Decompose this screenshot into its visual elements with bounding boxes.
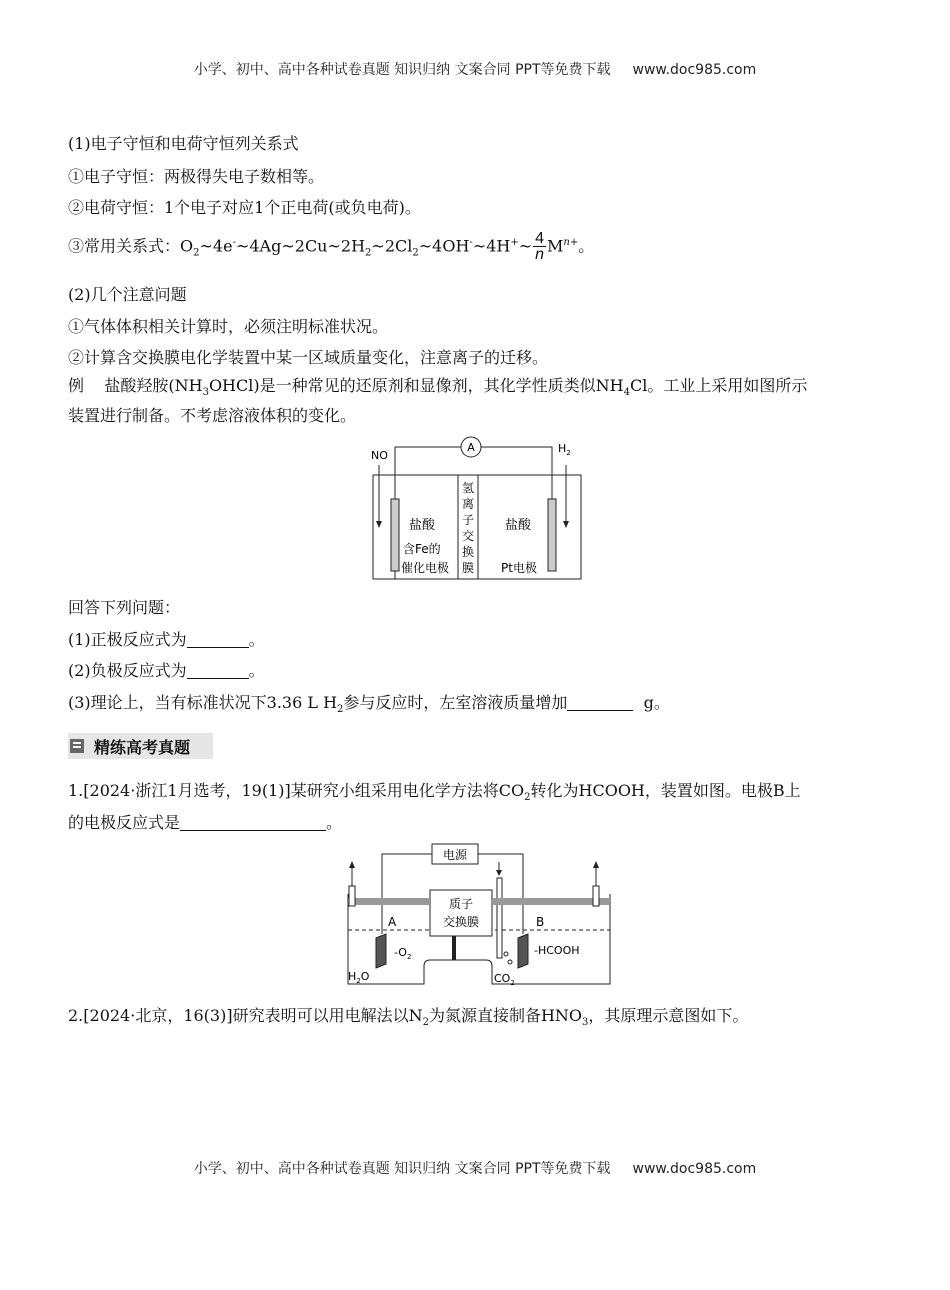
electrode-a-label: A: [388, 915, 397, 929]
left-electrode-label-1: 含Fe的: [403, 542, 441, 556]
co2-label: $CO_2$: [494, 972, 515, 987]
example-text: Cl。工业上采用如图所示: [629, 376, 808, 395]
electrode-b-label: B: [536, 915, 545, 929]
svg-text:氢: 氢: [461, 481, 475, 495]
co2-reduction-figure: [340, 838, 620, 990]
h2-inflow-arrow: [563, 521, 569, 528]
gas-outflow-arrow: [593, 861, 599, 868]
o2-label: $-O_2$: [394, 946, 412, 961]
page-header: [0, 59, 950, 79]
o2-outflow-arrow: [349, 861, 355, 868]
left-acid-label: 盐酸: [409, 518, 436, 533]
membrane-label: [462, 481, 474, 575]
text-line: (1)电子守恒和电荷守恒列关系式: [68, 134, 299, 153]
left-lid: [348, 898, 430, 905]
right-acid-label: 盐酸: [505, 518, 532, 533]
svg-text:膜: 膜: [461, 561, 475, 575]
formula-prefix: ③常用关系式：: [68, 236, 181, 256]
example-line: 例 盐酸羟胺$(NH_3OHCl)$是一种常见的还原剂和显像剂，其化学性质类似$NH_4Cl$。工业上采用如图所示: [68, 376, 808, 399]
footer-url[interactable]: www.doc985.com: [632, 1161, 757, 1177]
h2-label: $H_2$: [558, 442, 571, 457]
problem-1-line: 1.[2024·浙江1月选考，19(1)]某研究小组采用电化学方法将$CO_2$转化为HCOOH，装置如图。电极B上: [68, 781, 801, 804]
example-text: OHCl)是一种常见的还原剂和显像剂，其化学性质类似NH: [208, 376, 624, 395]
fraction-denominator: n: [535, 246, 545, 264]
right-lid: [492, 898, 610, 905]
example-text: 盐酸羟胺(NH: [104, 376, 203, 395]
question-text: (1)正极反应式为: [68, 630, 187, 649]
question-1: (1)正极反应式为 。: [68, 630, 265, 649]
electrode-a: [376, 934, 386, 968]
membrane-label-2: 交换膜: [442, 915, 480, 929]
h2o-label: $H_2O$: [348, 970, 370, 985]
right-electrode: [548, 499, 556, 571]
electrode-b: [518, 934, 528, 968]
section-title: 精练高考真题: [94, 738, 191, 757]
problem-text: 为氮源直接制备HNO: [428, 1006, 583, 1025]
question-3: (3)理论上，当有标准状况下3.36 L $H_2$参与反应时，左室溶液质量增加 g。: [68, 693, 670, 716]
co2-inflow-arrow: [496, 870, 502, 876]
problem-text: ，其原理示意图如下。: [588, 1006, 749, 1025]
text-line: 装置进行制备。不考虑溶液体积的变化。: [68, 406, 357, 425]
question-text: (2)负极反应式为: [68, 661, 187, 680]
problem-text: 1.[2024·浙江1月选考，19(1)]某研究小组采用电化学方法将CO: [68, 781, 525, 800]
electrolysis-cell-figure: [365, 435, 595, 585]
right-electrode-label: Pt电极: [501, 561, 537, 575]
no-inflow-arrow: [376, 521, 382, 528]
question-unit: g。: [643, 693, 670, 712]
question-2: (2)负极反应式为 。: [68, 661, 265, 680]
text-line: ①气体体积相关计算时，必须注明标准状况。: [68, 317, 389, 336]
answer-blank[interactable]: [180, 814, 326, 831]
membrane-label-1: 质子: [448, 897, 474, 911]
svg-text:换: 换: [461, 545, 475, 559]
left-electrode: [391, 499, 399, 571]
problem-text: 2.[2024·北京，16(3)]研究表明可以用电解法以N: [68, 1006, 423, 1025]
text-line: (2)几个注意问题: [68, 285, 187, 304]
power-label: 电源: [442, 848, 468, 862]
svg-text:交: 交: [461, 529, 475, 543]
left-electrode-label-2: 催化电极: [401, 561, 450, 575]
problem-2-line: 2.[2024·北京，16(3)]研究表明可以用电解法以$N_2$为氮源直接制备$HNO_3$，其原理示意图如下。: [68, 1006, 749, 1029]
text-line: ①电子守恒：两极得失电子数相等。: [68, 167, 325, 186]
footer-text: 小学、初中、高中各种试卷真题 知识归纳 文案合同 PPT等免费下载: [193, 1161, 611, 1177]
svg-text:子: 子: [461, 513, 475, 527]
example-label: 例: [68, 376, 85, 395]
text-line: 回答下列问题：: [68, 598, 181, 617]
ammeter-label: A: [467, 441, 475, 454]
question-text: (3)理论上，当有标准状况下3.36 L H: [68, 693, 338, 712]
fraction-numerator: 4: [535, 230, 545, 248]
svg-text:离: 离: [461, 497, 475, 511]
hcooh-label: -HCOOH: [534, 944, 580, 957]
relation-formula: ③常用关系式：$O_2\sim 4e^-\sim 4Ag\sim 2Cu\sim 2H_2\sim 2Cl_2\sim 4OH^-\sim 4H^+\sim$ $\frac{4}{n}$ $M^{n+}$。: [68, 230, 595, 264]
problem-1-line-2: 的电极反应式是 。: [68, 813, 343, 832]
fraction: [533, 231, 546, 262]
section-header: [68, 733, 213, 759]
problem-text: 的电极反应式是: [68, 813, 181, 832]
question-text: 参与反应时，左室溶液质量增加: [343, 693, 568, 712]
page-footer: [0, 1158, 950, 1178]
answer-blank[interactable]: [187, 631, 249, 648]
text-line: ②电荷守恒：1个电子对应1个正电荷(或负电荷)。: [68, 198, 421, 217]
text-line: ②计算含交换膜电化学装置中某一区域质量变化，注意离子的迁移。: [68, 348, 549, 367]
header-text: 小学、初中、高中各种试卷真题 知识归纳 文案合同 PPT等免费下载: [193, 62, 611, 78]
document-icon: [70, 739, 84, 753]
no-label: NO: [371, 449, 388, 462]
answer-blank[interactable]: [567, 694, 633, 711]
answer-blank[interactable]: [187, 662, 249, 679]
header-url[interactable]: www.doc985.com: [632, 62, 757, 78]
problem-text: 转化为HCOOH，装置如图。电极B上: [530, 781, 801, 800]
